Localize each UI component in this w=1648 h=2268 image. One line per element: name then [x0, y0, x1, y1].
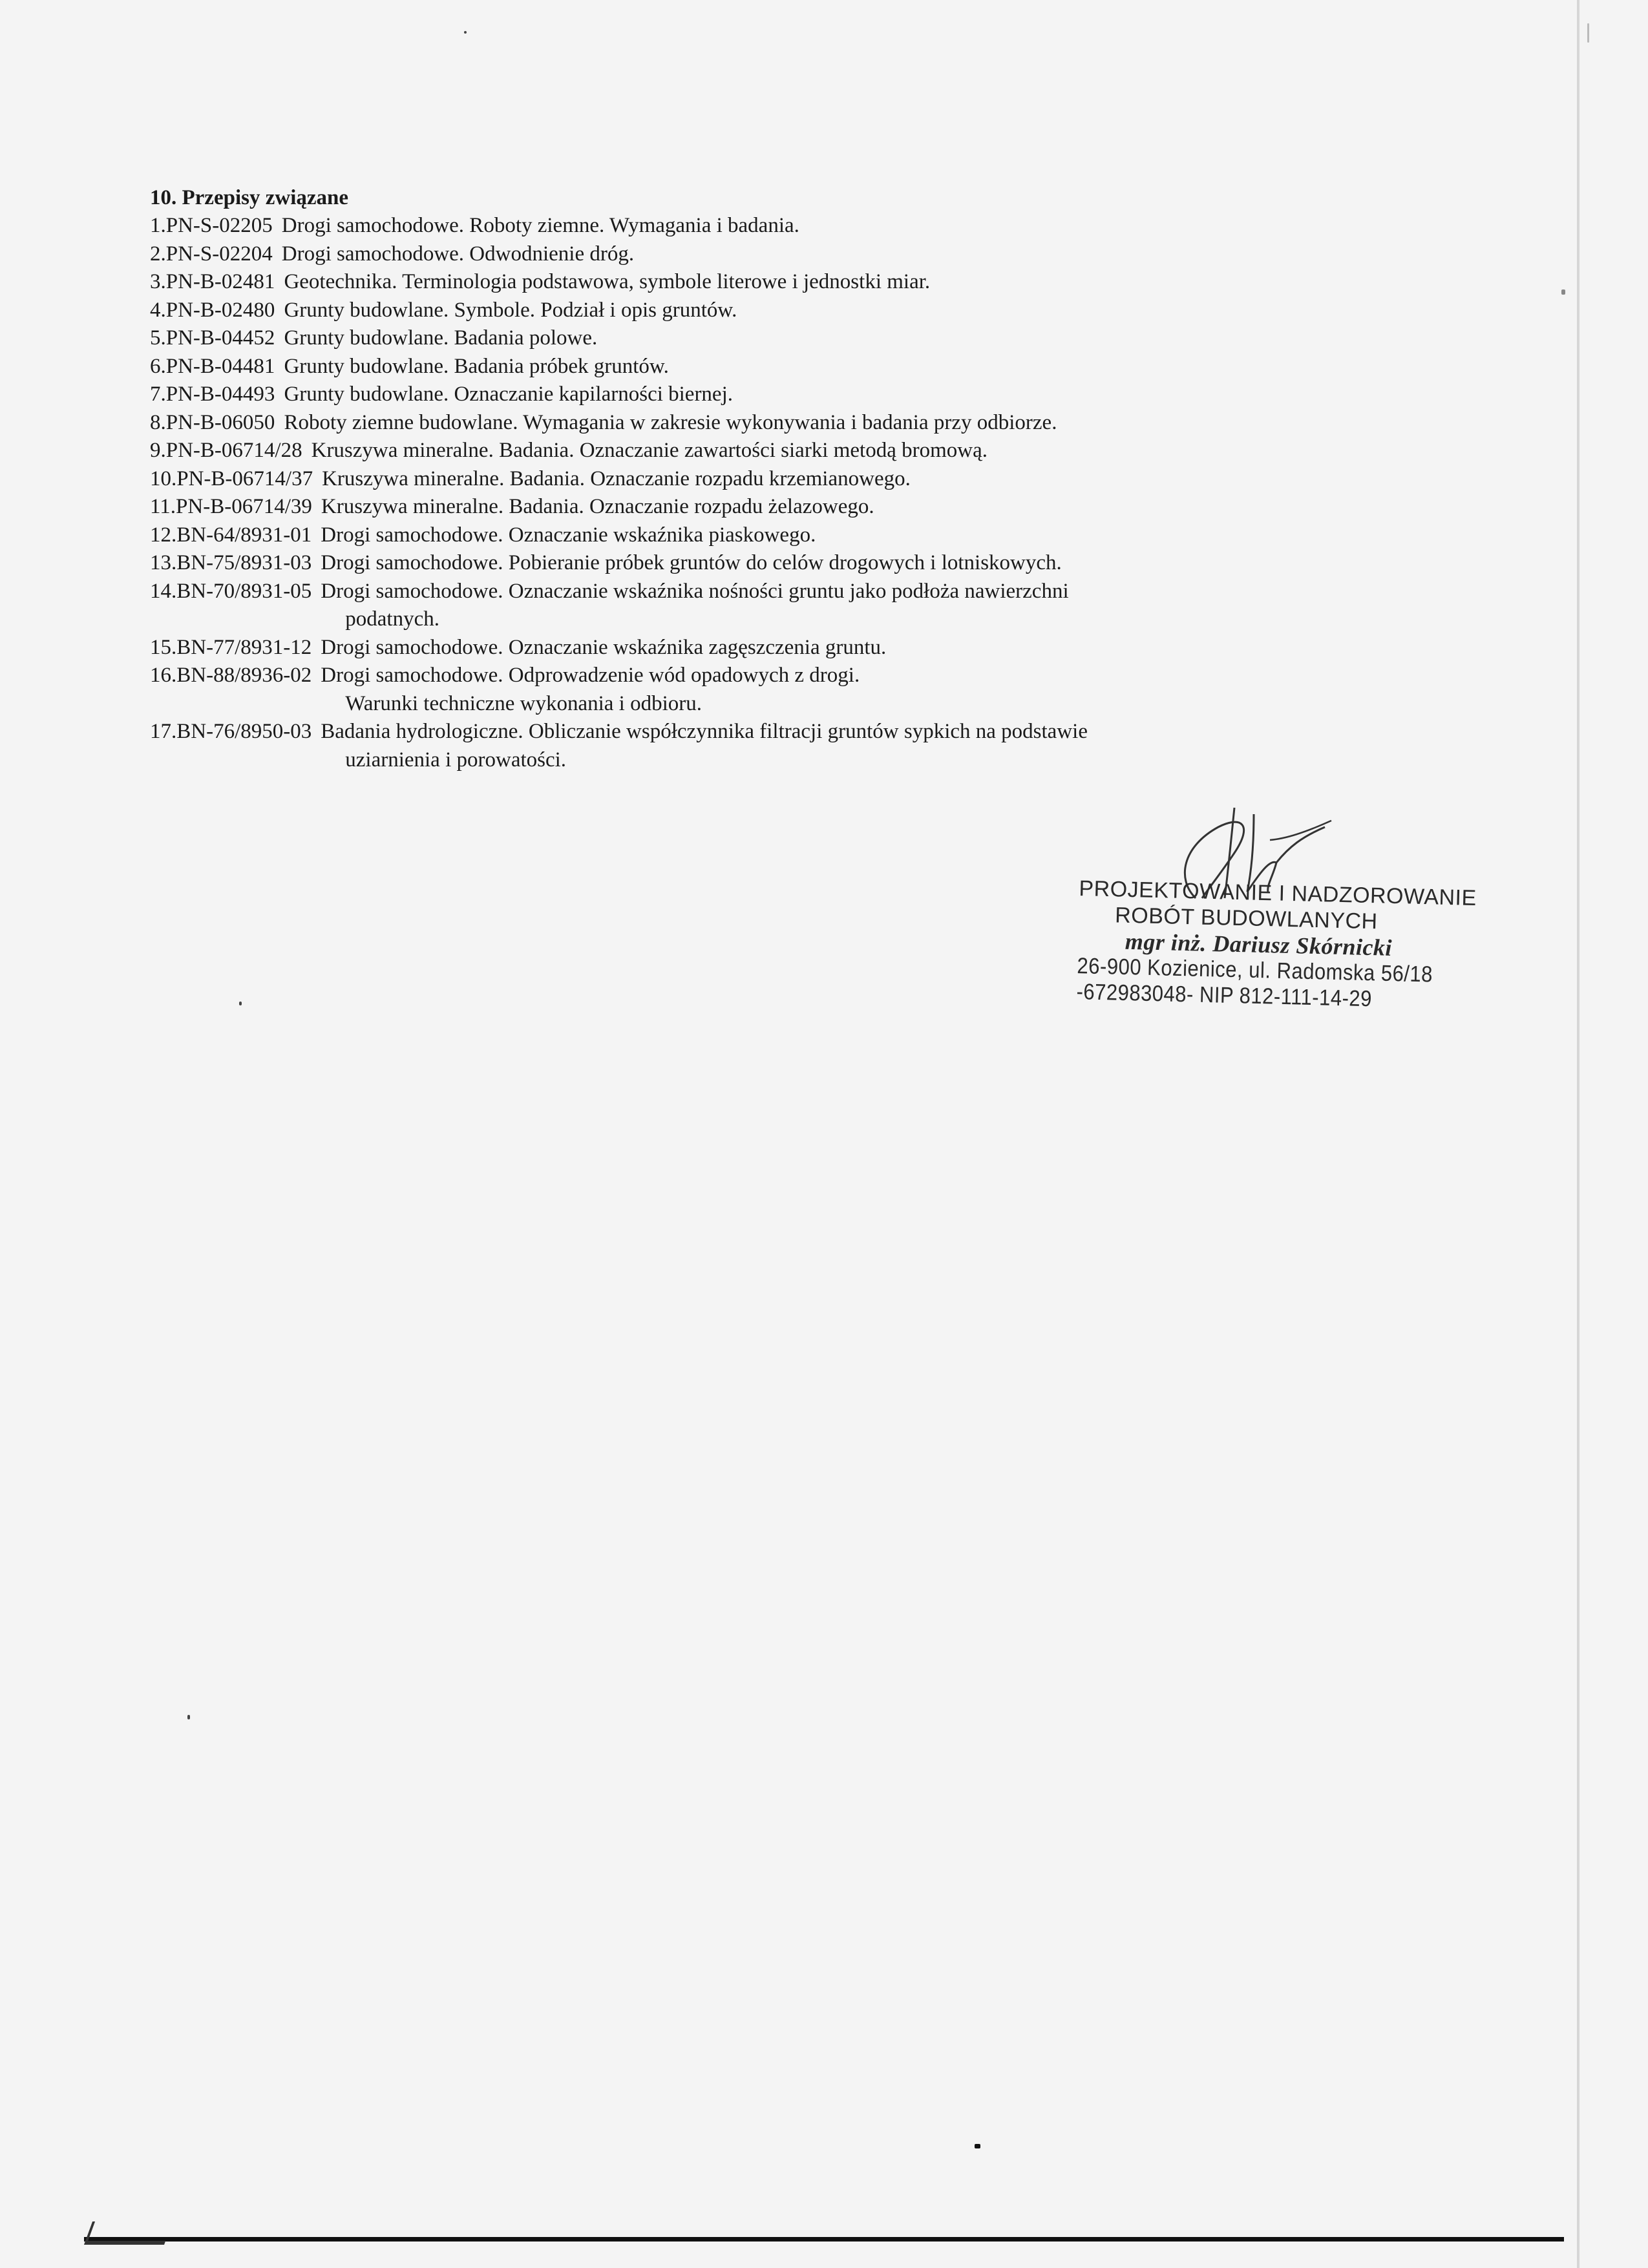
- reference-number: 12.: [150, 523, 177, 547]
- reference-description: [284, 409, 1057, 437]
- reference-standard-code: PN-B-04493: [165, 383, 275, 406]
- reference-description-line: Drogi samochodowe. Oznaczanie wskaźnika nośności gruntu jako podłoża nawierzchni: [321, 579, 1069, 603]
- reference-item: [150, 634, 1313, 662]
- reference-code: [150, 268, 284, 297]
- reference-number: 4.: [150, 298, 166, 322]
- stamp-line-services: ROBÓT BUDOWLANYCH: [1114, 903, 1379, 934]
- reference-standard-code: BN-76/8950-03: [176, 720, 312, 743]
- reference-description-line: Drogi samochodowe. Odprowadzenie wód opadowych z drogi.: [321, 664, 860, 687]
- reference-code: [150, 437, 312, 465]
- reference-item: [150, 718, 1313, 774]
- document-body: [150, 184, 1313, 774]
- reference-code: [150, 549, 321, 578]
- reference-description: [312, 437, 988, 465]
- reference-standard-code: PN-B-06714/28: [165, 439, 302, 462]
- reference-description-line: Roboty ziemne budowlane. Wymagania w zakresie wykonywania i badania przy odbiorze.: [284, 410, 1057, 434]
- reference-number: 13.: [150, 551, 177, 574]
- reference-item: [150, 493, 1313, 521]
- references-list: [150, 212, 1313, 774]
- reference-description-line: Warunki techniczne wykonania i odbioru.: [345, 691, 703, 715]
- reference-standard-code: PN-B-04452: [165, 326, 275, 350]
- reference-code: [150, 465, 322, 494]
- company-stamp: [1076, 876, 1477, 1014]
- reference-description-line: Drogi samochodowe. Pobieranie próbek gruntów do celów drogowych i lotniskowych.: [321, 551, 1062, 574]
- page-corner-mark: [84, 2221, 173, 2245]
- reference-item: [150, 437, 1313, 465]
- reference-standard-code: PN-B-06050: [165, 410, 275, 434]
- reference-code: [150, 324, 284, 353]
- reference-description: [284, 297, 737, 325]
- reference-item: [150, 381, 1313, 409]
- reference-item: [150, 212, 1313, 240]
- reference-number: 6.: [150, 354, 166, 378]
- reference-description-line: Drogi samochodowe. Roboty ziemne. Wymagania i badania.: [281, 214, 799, 237]
- reference-number: 1.: [150, 214, 166, 237]
- reference-item: [150, 240, 1313, 269]
- reference-code: [150, 578, 321, 634]
- reference-description: [284, 324, 597, 353]
- reference-description-line: Badania hydrologiczne. Obliczanie współczynnika filtracji gruntów sypkich na podstawie: [321, 720, 1088, 743]
- reference-item: [150, 353, 1313, 381]
- reference-description-line: Drogi samochodowe. Odwodnienie dróg.: [281, 242, 635, 266]
- reference-code: [150, 409, 284, 437]
- scan-speck: [187, 1715, 190, 1719]
- reference-item: [150, 268, 1313, 297]
- reference-description: [284, 381, 733, 409]
- reference-description-line: Kruszywa mineralne. Badania. Oznaczanie zawartości siarki metodą bromową.: [311, 439, 988, 462]
- reference-description-line: Grunty budowlane. Badania polowe.: [284, 326, 598, 350]
- reference-code: [150, 718, 321, 774]
- reference-standard-code: BN-77/8931-12: [176, 635, 312, 659]
- reference-code: [150, 521, 321, 550]
- reference-description: [282, 240, 634, 269]
- stamp-line-ids: -672983048- NIP 812-111-14-29: [1076, 978, 1373, 1012]
- reference-description: [284, 268, 930, 297]
- reference-item: [150, 297, 1313, 325]
- reference-description: [321, 521, 816, 550]
- reference-code: [150, 212, 282, 240]
- reference-standard-code: PN-S-02205: [165, 214, 273, 237]
- reference-standard-code: PN-B-06714/39: [176, 495, 312, 518]
- scan-speck: [1561, 289, 1565, 295]
- reference-item: [150, 465, 1313, 494]
- reference-item: [150, 578, 1313, 634]
- reference-number: 15.: [150, 635, 177, 659]
- reference-description: [321, 493, 874, 521]
- scan-speck: [464, 31, 467, 34]
- reference-number: 3.: [150, 270, 166, 293]
- reference-standard-code: BN-75/8931-03: [176, 551, 312, 574]
- reference-number: 5.: [150, 326, 166, 350]
- stamp-line-address: 26-900 Kozienice, ul. Radomska 56/18: [1077, 952, 1433, 987]
- scan-speck: [239, 1002, 242, 1005]
- reference-description-line: Grunty budowlane. Oznaczanie kapilarności biernej.: [284, 383, 734, 406]
- reference-description: [282, 212, 799, 240]
- reference-description-line: Drogi samochodowe. Oznaczanie wskaźnika piaskowego.: [321, 523, 816, 547]
- reference-description: [321, 578, 1068, 634]
- reference-description-line: Grunty budowlane. Symbole. Podział i opis gruntów.: [284, 298, 737, 322]
- reference-standard-code: BN-64/8931-01: [176, 523, 312, 547]
- reference-description: [321, 662, 860, 718]
- reference-description-line: uziarnienia i porowatości.: [345, 748, 567, 772]
- stamp-line-name: mgr inż. Dariusz Skórnicki: [1125, 928, 1393, 961]
- reference-code: [150, 662, 321, 718]
- reference-standard-code: BN-88/8936-02: [176, 664, 312, 687]
- reference-description-line: Kruszywa mineralne. Badania. Oznaczanie rozpadu krzemianowego.: [322, 467, 911, 490]
- reference-number: 8.: [150, 410, 166, 434]
- reference-item: [150, 549, 1313, 578]
- reference-number: 17.: [150, 720, 177, 743]
- reference-standard-code: PN-B-04481: [165, 354, 275, 378]
- reference-description-line: podatnych.: [345, 607, 439, 631]
- reference-standard-code: BN-70/8931-05: [176, 579, 312, 603]
- page-edge-right: [1577, 0, 1579, 2268]
- reference-description: [321, 718, 1088, 774]
- reference-description: [321, 549, 1062, 578]
- reference-description: [322, 465, 911, 494]
- reference-code: [150, 297, 284, 325]
- reference-item: [150, 409, 1313, 437]
- reference-description-line: Drogi samochodowe. Oznaczanie wskaźnika zagęszczenia gruntu.: [321, 635, 887, 659]
- reference-description-line: Kruszywa mineralne. Badania. Oznaczanie rozpadu żelazowego.: [321, 495, 874, 518]
- reference-code: [150, 634, 321, 662]
- reference-standard-code: PN-B-02480: [165, 298, 275, 322]
- reference-standard-code: PN-S-02204: [165, 242, 273, 266]
- reference-number: 11.: [150, 495, 176, 518]
- reference-number: 2.: [150, 242, 166, 266]
- reference-number: 10.: [150, 467, 177, 490]
- reference-number: 14.: [150, 579, 177, 603]
- reference-code: [150, 353, 284, 381]
- reference-description-line: Grunty budowlane. Badania próbek gruntów.: [284, 354, 669, 378]
- scan-speck: [975, 2144, 980, 2148]
- reference-item: [150, 324, 1313, 353]
- reference-number: 7.: [150, 383, 166, 406]
- reference-description: [284, 353, 668, 381]
- reference-item: [150, 521, 1313, 550]
- reference-number: 16.: [150, 664, 177, 687]
- scan-speck: [1587, 23, 1589, 43]
- reference-standard-code: PN-B-02481: [165, 270, 275, 293]
- reference-item: [150, 662, 1313, 718]
- section-heading: 10. Przepisy związane: [150, 186, 349, 209]
- reference-number: 9.: [150, 439, 166, 462]
- reference-description: [321, 634, 886, 662]
- page-edge-bottom: [84, 2237, 1564, 2242]
- stamp-line-company: PROJEKTOWANIE I NADZOROWANIE: [1079, 876, 1477, 911]
- reference-code: [150, 240, 282, 269]
- reference-code: [150, 381, 284, 409]
- reference-code: [150, 493, 321, 521]
- reference-description-line: Geotechnika. Terminologia podstawowa, symbole literowe i jednostki miar.: [284, 270, 931, 293]
- reference-standard-code: PN-B-06714/37: [176, 467, 313, 490]
